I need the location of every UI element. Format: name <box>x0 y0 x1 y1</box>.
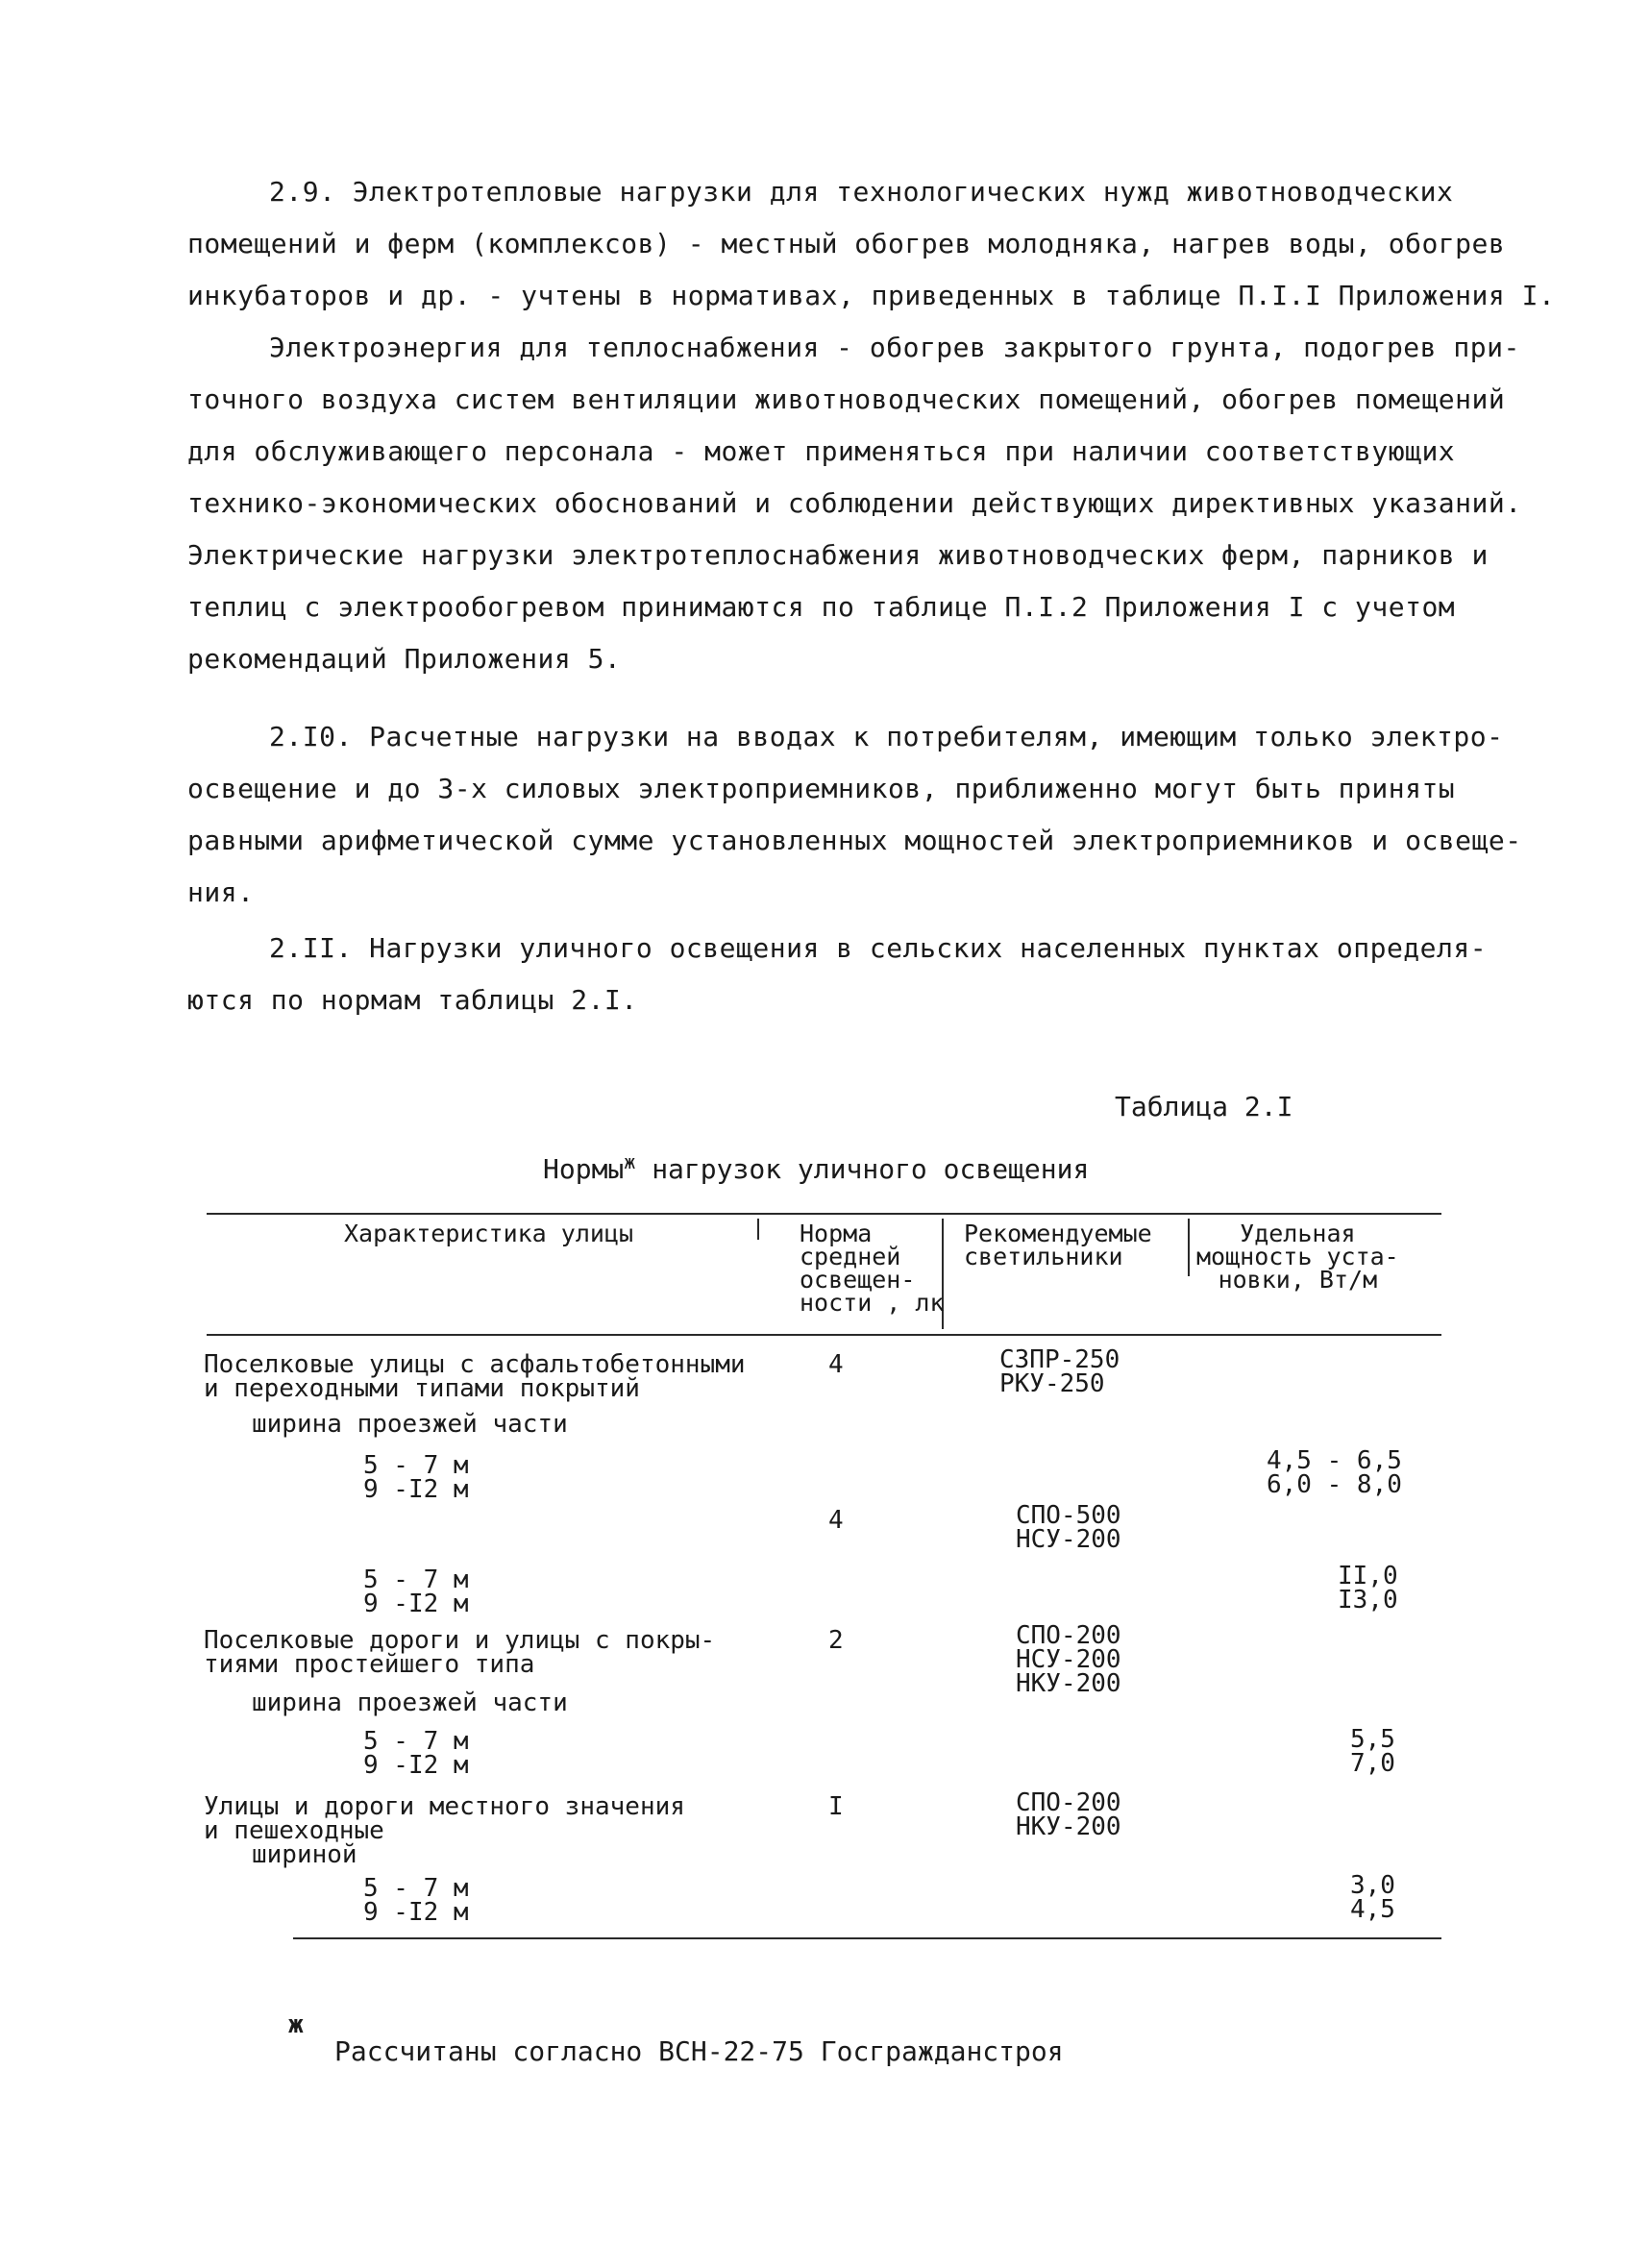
paragraph-2-11 <box>187 923 1488 1026</box>
header-specific-power <box>1196 1222 1399 1292</box>
paragraph-2-10 <box>187 711 1522 919</box>
cell-text: 9 -I2 м <box>363 1898 469 1927</box>
text-line: равными арифметической сумме установленных мощностей электроприемников и освеще- <box>187 825 1522 856</box>
header-text: мощность уста- <box>1196 1243 1399 1270</box>
header-text: новки, Вт/м <box>1218 1266 1378 1294</box>
row4-power <box>1350 1871 1395 1924</box>
row1-power <box>1267 1446 1402 1499</box>
cell-text: 9 -I2 м <box>363 1751 469 1780</box>
cell-text: 5 - 7 м <box>363 1451 469 1480</box>
cell-text: Улицы и дороги местного значения <box>204 1792 685 1821</box>
cell-text: 9 -I2 м <box>363 1475 469 1504</box>
header-illumination-norm <box>800 1222 945 1315</box>
cell-text: шириной <box>252 1840 357 1869</box>
header-text: Рекомендуемые <box>964 1220 1152 1247</box>
cell-text: 9 -I2 м <box>363 1590 469 1618</box>
row1-norm: 4 <box>828 1350 844 1379</box>
header-separator <box>757 1219 759 1240</box>
cell-text: СПО-200 <box>1016 1621 1121 1650</box>
row1-sizes <box>363 1451 469 1504</box>
footnote-marker: ж <box>624 1150 636 1173</box>
cell-text: СПО-200 <box>1016 1788 1121 1817</box>
cell-text: Поселковые дороги и улицы с покры- <box>204 1626 716 1655</box>
table-caption: Таблица 2.I <box>1115 1091 1293 1122</box>
header-text: средней <box>800 1243 901 1270</box>
text-line: теплиц с электрообогревом принимаются по таблице П.I.2 Приложения I с учетом <box>187 591 1456 623</box>
cell-text: СЗПР-250 <box>999 1345 1120 1374</box>
paragraph-2-9 <box>187 166 1556 322</box>
row2-power <box>1338 1562 1398 1615</box>
cell-text: 5 - 7 м <box>363 1874 469 1903</box>
row3-description <box>204 1626 716 1679</box>
header-text: Характеристика улицы <box>344 1220 634 1247</box>
cell-text: 5 - 7 м <box>363 1565 469 1594</box>
text-line: Электрические нагрузки электротеплоснабжения животноводческих ферм, парников и <box>187 539 1489 571</box>
footnote-text: Рассчитаны согласно ВСН-22-75 Госгражданстроя <box>334 2035 1064 2067</box>
cell-text: НСУ-200 <box>1016 1525 1121 1554</box>
cell-text: РКУ-250 <box>999 1369 1105 1398</box>
row4-lamps <box>1016 1788 1121 1841</box>
cell-text: НКУ-200 <box>1016 1812 1121 1841</box>
table-title-main: Нормы <box>543 1153 625 1185</box>
row1-width-label: ширина проезжей части <box>252 1410 568 1439</box>
cell-text: 6,0 - 8,0 <box>1267 1470 1402 1499</box>
cell-text: и пешеходные <box>204 1816 384 1845</box>
cell-text: НКУ-200 <box>1016 1669 1121 1698</box>
row1-lamps <box>999 1345 1120 1398</box>
header-separator <box>1188 1219 1190 1276</box>
row2-lamps <box>1016 1501 1121 1554</box>
paragraph-electro-heat <box>187 322 1522 685</box>
cell-text: 4,5 - 6,5 <box>1267 1446 1402 1475</box>
table-title-rest: нагрузок уличного освещения <box>652 1153 1090 1185</box>
table-bottom-rule <box>293 1937 1441 1939</box>
row4-norm: I <box>828 1792 844 1821</box>
row3-norm: 2 <box>828 1626 844 1655</box>
row3-lamps <box>1016 1621 1121 1698</box>
cell-text: 4,5 <box>1350 1895 1395 1924</box>
text-line: инкубаторов и др. - учтены в нормативах, приведенных в таблице П.I.I Приложения I. <box>187 280 1556 311</box>
cell-text: НСУ-200 <box>1016 1645 1121 1674</box>
cell-text: 5 - 7 м <box>363 1727 469 1756</box>
row3-power <box>1350 1725 1395 1778</box>
text-line: точного воздуха систем вентиляции животноводческих помещений, обогрев помещений <box>187 383 1506 415</box>
row1-description <box>204 1350 746 1403</box>
cell-text: II,0 <box>1338 1562 1398 1590</box>
text-line: ния. <box>187 876 255 908</box>
header-text: Норма <box>800 1220 873 1247</box>
text-line: ются по нормам таблицы 2.I. <box>187 984 638 1016</box>
cell-text: 5,5 <box>1350 1725 1395 1754</box>
text-line: технико-экономических обоснований и соблюдении действующих директивных указаний. <box>187 487 1522 519</box>
table-top-rule <box>207 1213 1441 1215</box>
cell-text: Поселковые улицы с асфальтобетонными <box>204 1350 746 1379</box>
header-recommended-lamps <box>964 1222 1152 1269</box>
cell-text: тиями простейшего типа <box>204 1650 535 1679</box>
row3-width-label: ширина проезжей части <box>252 1689 568 1717</box>
text-line: 2.9. Электротепловые нагрузки для технологических нужд животноводческих <box>269 176 1454 208</box>
cell-text: 7,0 <box>1350 1749 1395 1778</box>
cell-text: и переходными типами покрытий <box>204 1374 640 1403</box>
cell-text: СПО-500 <box>1016 1501 1121 1530</box>
table-header-rule <box>207 1334 1441 1336</box>
text-line: освещение и до 3-х силовых электроприемников, приближенно могут быть приняты <box>187 773 1456 804</box>
text-line: Электроэнергия для теплоснабжения - обогрев закрытого грунта, подогрев при- <box>269 332 1520 363</box>
cell-text: I3,0 <box>1338 1586 1398 1615</box>
cell-text: 3,0 <box>1350 1871 1395 1900</box>
header-text: светильники <box>964 1243 1123 1270</box>
header-street-characteristic <box>344 1222 633 1245</box>
text-line: 2.I0. Расчетные нагрузки на вводах к потребителям, имеющим только электро- <box>269 721 1504 752</box>
row2-sizes <box>363 1565 469 1618</box>
text-line: помещений и ферм (комплексов) - местный обогрев молодняка, нагрев воды, обогрев <box>187 228 1506 259</box>
row2-norm: 4 <box>828 1506 844 1535</box>
table-title <box>543 1150 1089 1185</box>
header-text: Удельная <box>1240 1220 1356 1247</box>
footnote-marker: ж <box>288 2010 304 2039</box>
text-line: для обслуживающего персонала - может применяться при наличии соответствующих <box>187 435 1456 467</box>
row4-sizes <box>363 1874 469 1927</box>
row4-description <box>204 1792 685 1869</box>
header-text: освещен- <box>800 1266 916 1294</box>
header-text: ности , лк <box>800 1289 945 1317</box>
text-line: 2.II. Нагрузки уличного освещения в сельских населенных пунктах определя- <box>269 932 1488 964</box>
text-line: рекомендаций Приложения 5. <box>187 643 622 675</box>
row3-sizes <box>363 1727 469 1780</box>
